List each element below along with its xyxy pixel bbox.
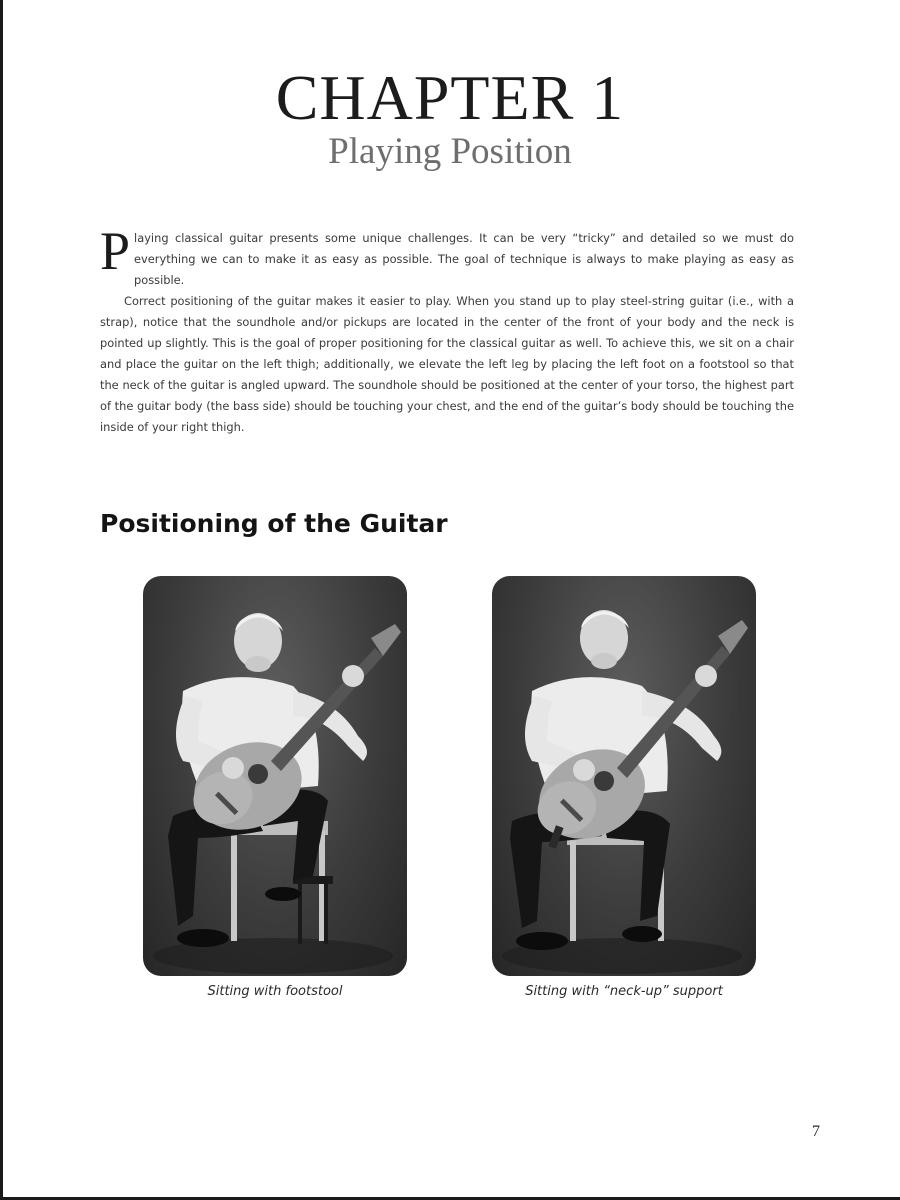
photo-sitting-with-footstool [143, 576, 407, 976]
drop-cap: P [100, 221, 131, 281]
intro-paragraph-1 [100, 221, 794, 291]
page-border-left [0, 0, 3, 1200]
chapter-title: CHAPTER 1 [275, 62, 625, 133]
page-number: 7 [812, 1123, 820, 1140]
intro-paragraph-2: Correct positioning of the guitar makes it easier to play. When you stand up to play steel-string guitar (i.e., with a strap), notice that the soundhole and/or pickups are located in the center of the front of your body and the neck is pointed up slightly. This is the goal of proper positioning for the classical guitar as well. To achieve this, we sit on a chair and place the guitar on the left thigh; additionally, we elevate the left leg by placing the left foot on a footstool so that the neck of the guitar is angled upward. The soundhole should be positioned at the center of your torso, the highest part of the guitar body (the bass side) should be touching your chest, and the end of the guitar’s body should be touching the inside of your right thigh. [100, 294, 794, 434]
photo-sitting-with-neck-up-support [492, 576, 756, 976]
caption-sitting-with-neck-up-support: Sitting with “neck-up” support [525, 984, 723, 999]
guitarist-illustration [143, 576, 407, 976]
intro-paragraph-1-text: laying classical guitar presents some unique challenges. It can be very “tricky” and detailed so we must do everything we can to make it as easy as possible. The goal of technique is always to make playing as easy as possible. [134, 231, 794, 287]
chapter-subtitle: Playing Position [328, 131, 572, 172]
guitarist-illustration [492, 576, 756, 976]
caption-sitting-with-footstool: Sitting with footstool [207, 984, 343, 999]
intro-text [100, 221, 794, 438]
section-heading: Positioning of the Guitar [100, 509, 448, 538]
